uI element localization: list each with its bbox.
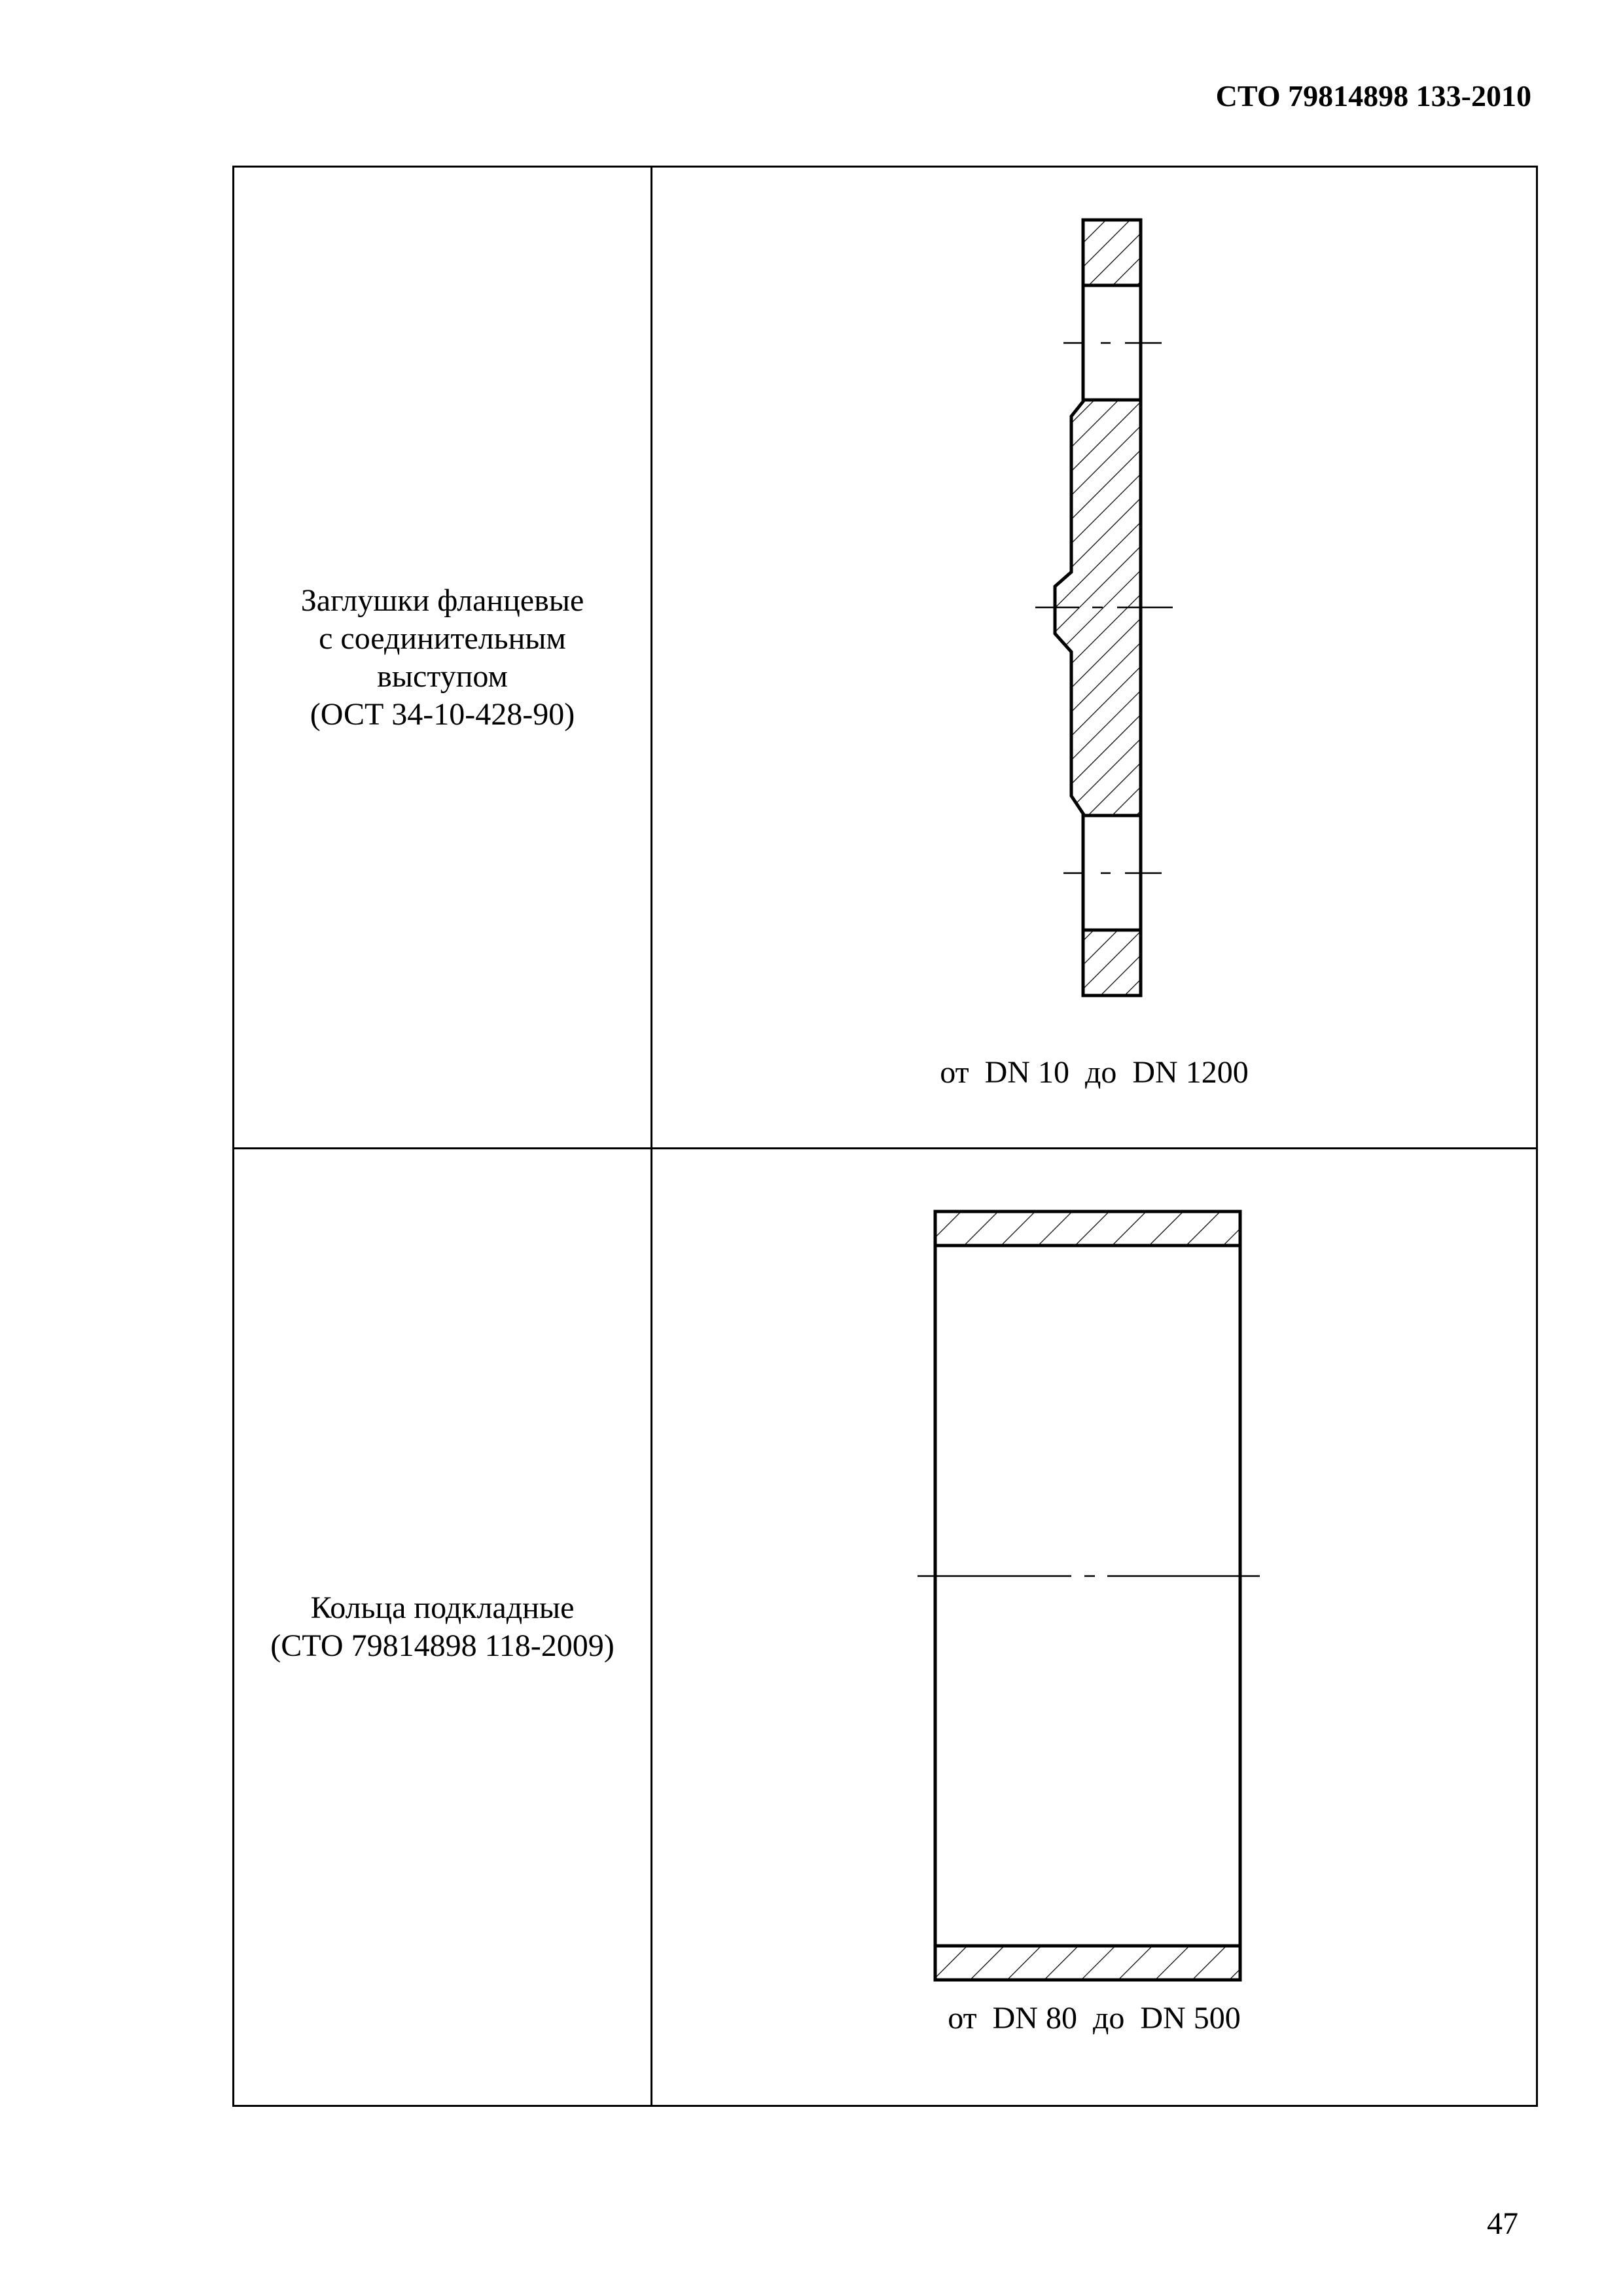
page-number: 47: [1487, 2206, 1518, 2241]
size-range-label: от DN 80 до DN 500: [948, 2001, 1241, 2036]
item-name-line: (СТО 79814898 118-2009): [270, 1628, 615, 1663]
item-name-line: (ОСТ 34-10-428-90): [310, 696, 575, 732]
catalog-table: [232, 166, 1538, 2107]
item-name-line: с соединительным: [319, 620, 566, 656]
drawing-cell: [652, 1149, 1537, 2106]
item-name-line: Кольца подкладные: [310, 1590, 575, 1625]
item-name-line: выступом: [377, 658, 508, 694]
table-row: [234, 167, 1537, 1149]
drawing-cell: [652, 167, 1537, 1149]
item-name-cell: [234, 167, 652, 1149]
size-range-label: от DN 10 до DN 1200: [940, 1055, 1249, 1090]
item-name-cell: [234, 1149, 652, 2106]
table-row: [234, 1149, 1537, 2106]
backing-ring-section-icon: [652, 1149, 1540, 2105]
flanged-blind-plug-section-icon: [652, 168, 1540, 1147]
item-name-line: Заглушки фланцевые: [300, 583, 584, 618]
document-code: СТО 79814898 133-2010: [1215, 79, 1531, 113]
